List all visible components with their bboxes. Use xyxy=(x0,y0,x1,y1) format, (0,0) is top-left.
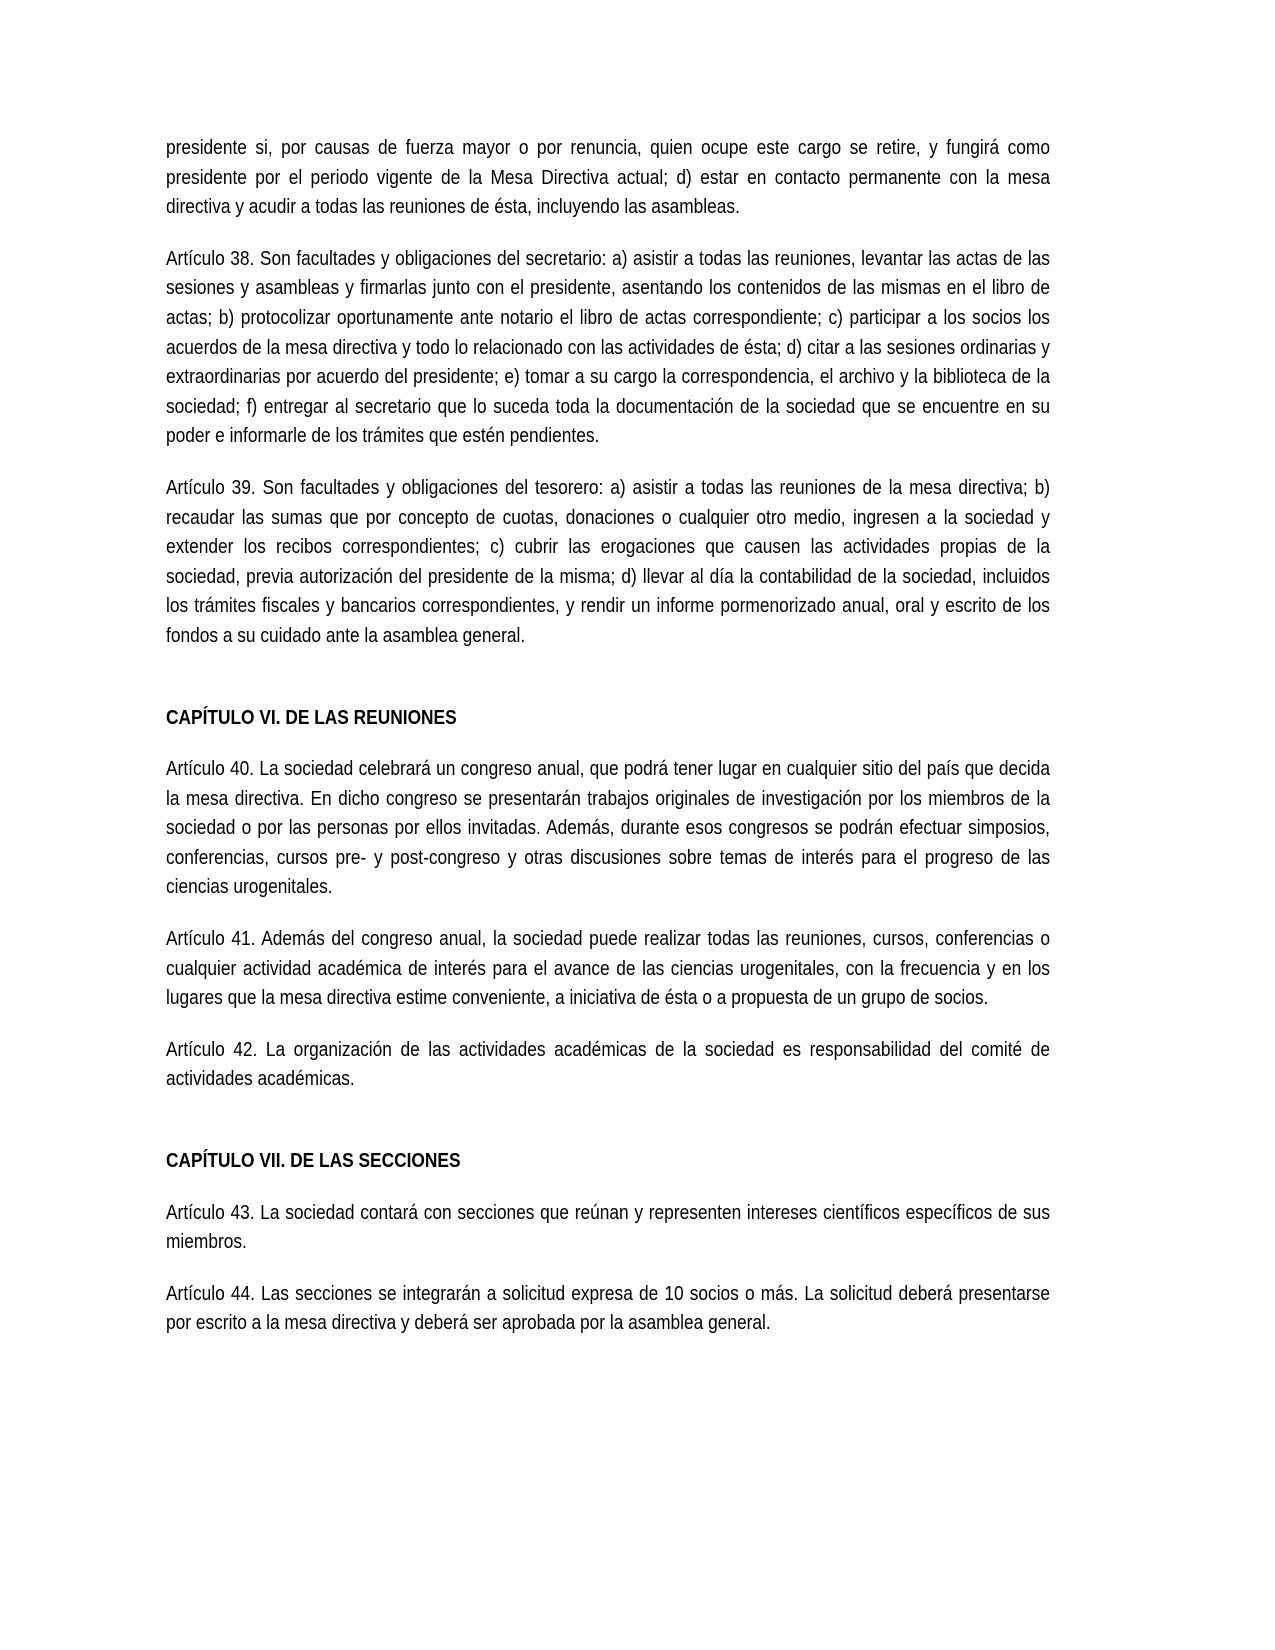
section-spacer xyxy=(166,1116,1050,1146)
paragraph-articulo-40: Artículo 40. La sociedad celebrará un congreso anual, que podrá tener lugar en cualquier sitio del país que decida la mesa directiva. En dicho congreso se presentarán trabajos originales de investigación por los miembros de la sociedad o por las personas por ellos invitadas. Además, durante esos congresos se podrán efectuar simposios, conferencias, cursos pre- y post-congreso y otras discusiones sobre temas de interés para el progreso de las ciencias urogenitales. xyxy=(166,757,1050,899)
paragraph-articulo-41: Artículo 41. Además del congreso anual, la sociedad puede realizar todas las reuniones, cursos, conferencias o cualquier actividad académica de interés para el avance de las ciencias urogenitales, con la frecuencia y en los lugares que la mesa directiva estime conveniente, a iniciativa de ésta o a propuesta de un grupo de socios. xyxy=(166,927,1050,1010)
document-body xyxy=(166,133,1050,1338)
heading-capitulo-vii: CAPÍTULO VII. DE LAS SECCIONES xyxy=(166,1149,461,1173)
paragraph-articulo-37-continuation: presidente si, por causas de fuerza mayor o por renuncia, quien ocupe este cargo se retire, y fungirá como presidente por el periodo vigente de la Mesa Directiva actual; d) estar en contacto permanente con la mesa directiva y acudir a todas las reuniones de ésta, incluyendo las asambleas. xyxy=(166,136,1050,219)
paragraph-articulo-43: Artículo 43. La sociedad contará con secciones que reúnan y representen intereses científicos específicos de sus miembros. xyxy=(166,1200,1050,1254)
heading-capitulo-vi: CAPÍTULO VI. DE LAS REUNIONES xyxy=(166,705,457,729)
section-spacer xyxy=(166,673,1050,703)
paragraph-articulo-39: Artículo 39. Son facultades y obligaciones del tesorero: a) asistir a todas las reuniones de la mesa directiva; b) recaudar las sumas que por concepto de cuotas, donaciones o cualquier otro medio, ingresen a la sociedad y extender los recibos correspondientes; c) cubrir las erogaciones que causen las actividades propias de la sociedad, previa autorización del presidente de la misma; d) llevar al día la contabilidad de la sociedad, incluidos los trámites fiscales y bancarios correspondientes, y rendir un informe pormenorizado anual, oral y escrito de los fondos a su cuidado ante la asamblea general. xyxy=(166,475,1050,647)
paragraph-articulo-44: Artículo 44. Las secciones se integrarán a solicitud expresa de 10 socios o más. La solicitud deberá presentarse por escrito a la mesa directiva y deberá ser aprobada por la asamblea general. xyxy=(166,1281,1050,1335)
paragraph-articulo-38: Artículo 38. Son facultades y obligaciones del secretario: a) asistir a todas las reuniones, levantar las actas de las sesiones y asambleas y firmarlas junto con el presidente, asentando los contenidos de las mismas en el libro de actas; b) protocolizar oportunamente ante notario el libro de actas correspondiente; c) participar a los socios los acuerdos de la mesa directiva y todo lo relacionado con las actividades de ésta; d) citar a las sesiones ordinarias y extraordinarias por acuerdo del presidente; e) tomar a su cargo la correspondencia, el archivo y la biblioteca de la sociedad; f) entregar al secretario que lo suceda toda la documentación de la sociedad que se encuentre en su poder e informarle de los trámites que estén pendientes. xyxy=(166,246,1050,448)
paragraph-articulo-42: Artículo 42. La organización de las actividades académicas de la sociedad es responsabilidad del comité de actividades académicas. xyxy=(166,1037,1050,1091)
